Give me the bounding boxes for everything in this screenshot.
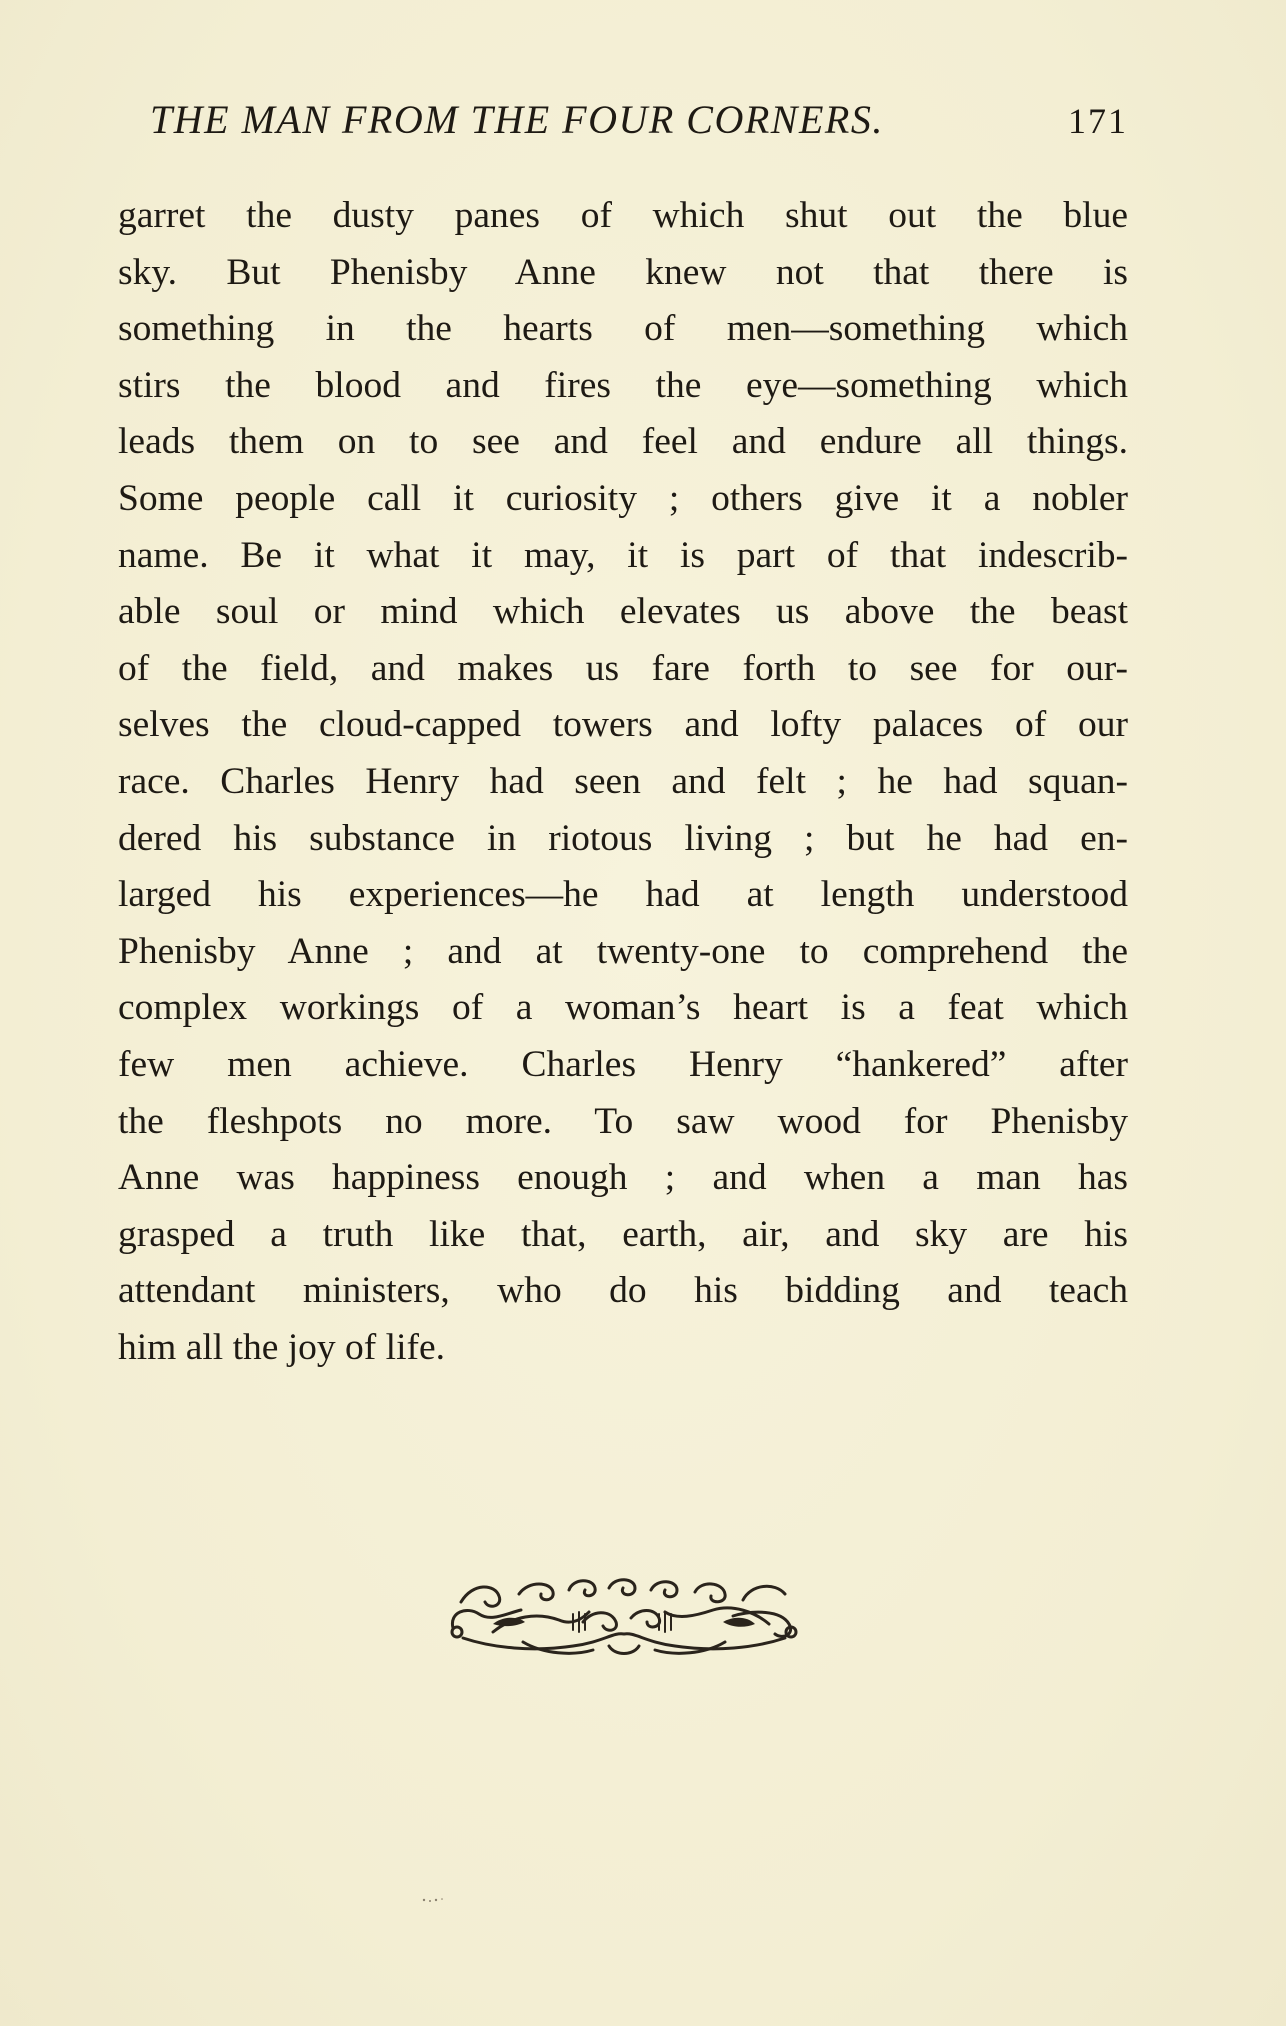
text-line: the fleshpots no more. To saw wood for Phenisby: [118, 1100, 1128, 1142]
scrollwork-tailpiece-icon: [433, 1572, 815, 1660]
text-line: Some people call it curiosity ; others give it a nobler: [118, 477, 1128, 519]
text-line: stirs the blood and fires the eye—something which: [118, 364, 1128, 406]
text-line: Anne was happiness enough ; and when a man has: [118, 1157, 1128, 1199]
text-line: something in the hearts of men—something which: [118, 308, 1128, 350]
text-line: dered his substance in riotous living ; but he had en-: [118, 817, 1128, 859]
text-line: selves the cloud-capped towers and lofty palaces of our: [118, 704, 1128, 746]
text-line: Phenisby Anne ; and at twenty-one to comprehend the: [118, 930, 1128, 972]
text-line: name. Be it what it may, it is part of that indescrib-: [118, 534, 1128, 576]
text-line: race. Charles Henry had seen and felt ; he had squan-: [118, 760, 1128, 802]
text-line: attendant ministers, who do his bidding and teach: [118, 1270, 1128, 1312]
text-line: sky. But Phenisby Anne knew not that there is: [118, 251, 1128, 293]
text-line: larged his experiences—he had at length understood: [118, 874, 1128, 916]
text-line: few men achieve. Charles Henry “hankered” after: [118, 1043, 1128, 1085]
text-line: leads them on to see and feel and endure all things.: [118, 421, 1128, 463]
print-speck-icon: [420, 1896, 450, 1904]
body-text: [118, 188, 1128, 1376]
running-title: THE MAN FROM THE FOUR CORNERS.: [150, 97, 884, 142]
running-head: [118, 96, 1128, 148]
text-line: garret the dusty panes of which shut out the blue: [118, 195, 1128, 236]
text-line: him all the joy of life.: [118, 1326, 446, 1368]
text-line: complex workings of a woman’s heart is a feat which: [118, 987, 1128, 1029]
page-number: 171: [1068, 101, 1128, 141]
text-line: of the field, and makes us fare forth to see for our-: [118, 647, 1128, 689]
text-line: grasped a truth like that, earth, air, and sky are his: [118, 1213, 1128, 1255]
text-line: able soul or mind which elevates us above the beast: [118, 591, 1128, 633]
